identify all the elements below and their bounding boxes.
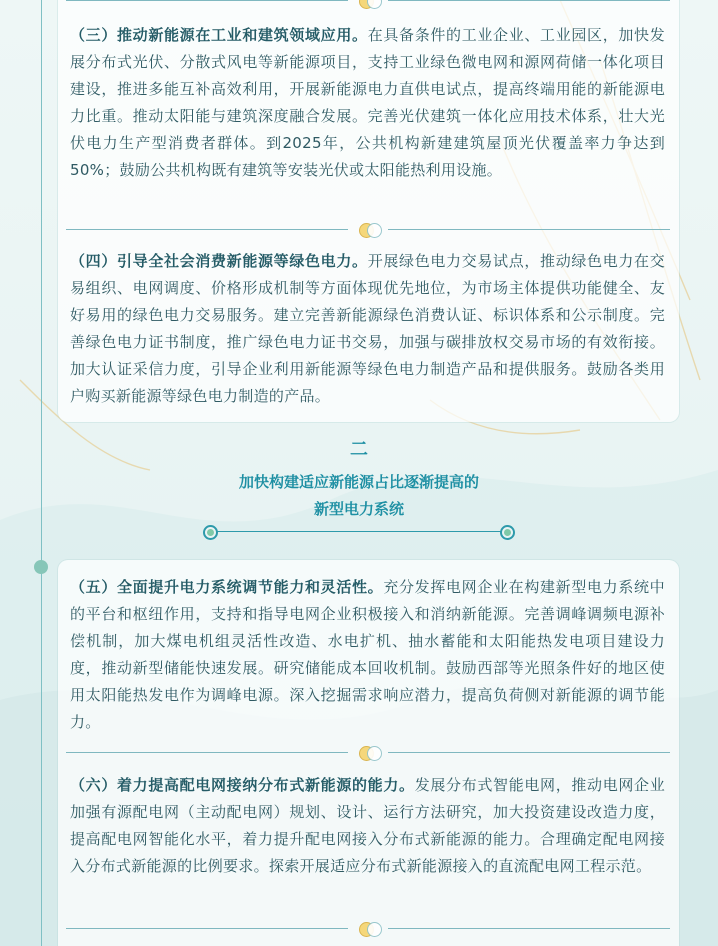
section-divider xyxy=(203,524,515,540)
timeline-line xyxy=(41,0,42,946)
paragraph-5 xyxy=(70,574,665,736)
paragraph-4-heading: （四）引导全社会消费新能源等绿色电力。 xyxy=(70,252,368,270)
paragraph-6-heading: （六）着力提高配电网接纳分布式新能源的能力。 xyxy=(70,776,415,794)
paragraph-5-body: 充分发挥电网企业在构建新型电力系统中的平台和枢纽作用，支持和指导电网企业积极接入和消纳新能源。完善调峰调频电源补偿机制，加大煤电机组灵活性改造、水电扩机、抽水蓄能和太阳能热发电项目建设力度，推动新型储能快速发展。研究储能成本回收机制。鼓励西部等光照条件好的地区使用太阳能热发电作为调峰电源。深入挖掘需求响应潜力，提高负荷侧对新能源的调节能力。 xyxy=(70,578,665,731)
paragraph-3-body: 在具备条件的工业企业、工业园区，加快发展分布式光伏、分散式风电等新能源项目，支持工业绿色微电网和源网荷储一体化项目建设，推进多能互补高效利用，开展新能源电力直供电试点，提高终端用能的新能源电力比重。推动太阳能与建筑深度融合发展。完善光伏建筑一体化应用技术体系，壮大光伏电力生产型消费者群体。到2025年，公共机构新建建筑屋顶光伏覆盖率力争达到50%；鼓励公共机构既有建筑等安装光伏或太阳能热利用设施。 xyxy=(70,26,666,179)
ring-dot-icon xyxy=(500,525,515,540)
section-title-line1: 加快构建适应新能源占比逐渐提高的 xyxy=(238,473,479,491)
white-dot-icon xyxy=(367,223,382,238)
paragraph-3-heading: （三）推动新能源在工业和建筑领域应用。 xyxy=(70,26,368,44)
divider-3-4 xyxy=(66,222,670,236)
ring-dot-icon xyxy=(203,525,218,540)
divider-5-6 xyxy=(66,745,670,759)
divider-top xyxy=(66,0,670,7)
timeline-dot-icon xyxy=(34,560,48,574)
divider-bottom xyxy=(66,921,670,935)
white-dot-icon xyxy=(367,922,382,937)
section-title-line2: 新型电力系统 xyxy=(313,500,404,518)
paragraph-3 xyxy=(70,22,665,184)
section-number: 二 xyxy=(350,439,368,460)
white-dot-icon xyxy=(367,746,382,761)
paragraph-4 xyxy=(70,248,665,410)
paragraph-4-body: 开展绿色电力交易试点，推动绿色电力在交易组织、电网调度、价格形成机制等方面体现优先地位，为市场主体提供功能健全、友好易用的绿色电力交易服务。建立完善新能源绿色消费认证、标识体系和公示制度。完善绿色电力证书制度，推广绿色电力证书交易，加强与碳排放权交易市场的有效衔接。加大认证采信力度，引导企业利用新能源等绿色电力制造产品和提供服务。鼓励各类用户购买新能源等绿色电力制造的产品。 xyxy=(70,252,666,405)
paragraph-6-body: 发展分布式智能电网，推动电网企业加强有源配电网（主动配电网）规划、设计、运行方法研究，加大投资建设改造力度，提高配电网智能化水平，着力提升配电网接入分布式新能源的能力。合理确定配电网接入分布式新能源的比例要求。探索开展适应分布式新能源接入的直流配电网工程示范。 xyxy=(70,776,665,875)
paragraph-6 xyxy=(70,772,665,880)
paragraph-5-heading: （五）全面提升电力系统调节能力和灵活性。 xyxy=(70,578,384,596)
